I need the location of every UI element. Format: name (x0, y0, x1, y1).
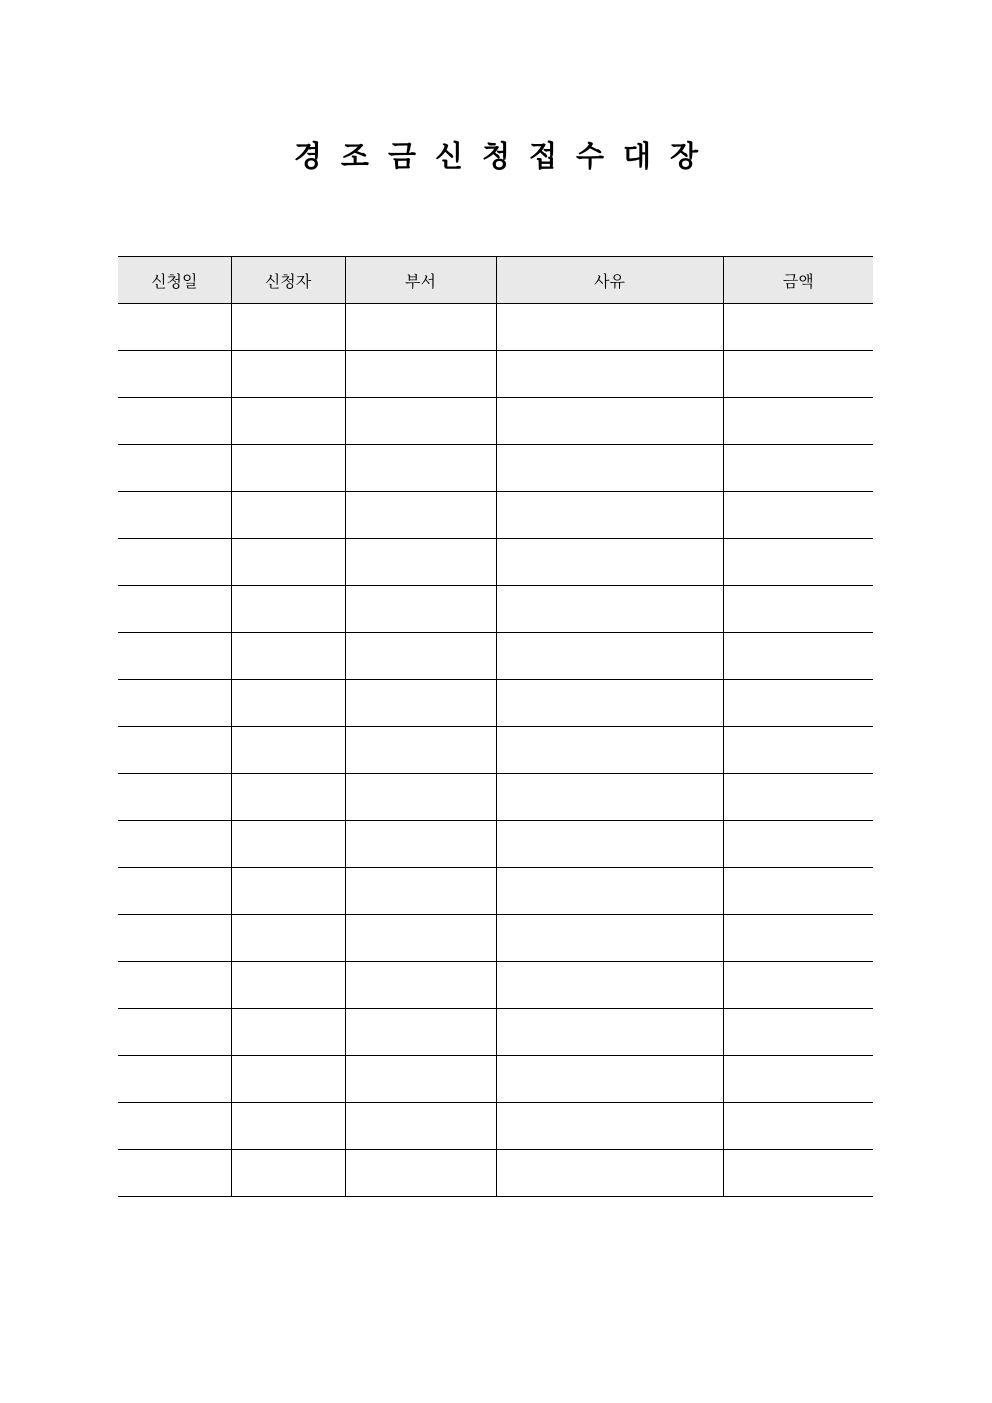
cell-application-date[interactable] (118, 1056, 231, 1103)
cell-amount[interactable] (723, 586, 873, 633)
cell-reason[interactable] (496, 633, 723, 680)
cell-application-date[interactable] (118, 821, 231, 868)
cell-reason[interactable] (496, 1056, 723, 1103)
cell-applicant[interactable] (231, 680, 345, 727)
cell-applicant[interactable] (231, 398, 345, 445)
cell-department[interactable] (345, 774, 496, 821)
cell-amount[interactable] (723, 727, 873, 774)
cell-reason[interactable] (496, 680, 723, 727)
table-row (118, 445, 873, 492)
cell-amount[interactable] (723, 962, 873, 1009)
cell-applicant[interactable] (231, 1056, 345, 1103)
cell-reason[interactable] (496, 962, 723, 1009)
cell-application-date[interactable] (118, 304, 231, 351)
cell-application-date[interactable] (118, 398, 231, 445)
cell-reason[interactable] (496, 868, 723, 915)
cell-application-date[interactable] (118, 351, 231, 398)
cell-applicant[interactable] (231, 633, 345, 680)
cell-amount[interactable] (723, 351, 873, 398)
cell-amount[interactable] (723, 1103, 873, 1150)
cell-amount[interactable] (723, 915, 873, 962)
cell-reason[interactable] (496, 304, 723, 351)
cell-application-date[interactable] (118, 539, 231, 586)
cell-applicant[interactable] (231, 304, 345, 351)
table-row (118, 633, 873, 680)
cell-reason[interactable] (496, 1009, 723, 1056)
cell-reason[interactable] (496, 1150, 723, 1197)
table-row (118, 351, 873, 398)
cell-application-date[interactable] (118, 633, 231, 680)
cell-department[interactable] (345, 398, 496, 445)
cell-application-date[interactable] (118, 1103, 231, 1150)
cell-department[interactable] (345, 962, 496, 1009)
cell-application-date[interactable] (118, 445, 231, 492)
cell-department[interactable] (345, 586, 496, 633)
cell-amount[interactable] (723, 680, 873, 727)
cell-reason[interactable] (496, 539, 723, 586)
cell-application-date[interactable] (118, 915, 231, 962)
cell-applicant[interactable] (231, 351, 345, 398)
cell-department[interactable] (345, 868, 496, 915)
table-row (118, 774, 873, 821)
cell-reason[interactable] (496, 1103, 723, 1150)
table-row (118, 398, 873, 445)
cell-department[interactable] (345, 680, 496, 727)
header-department: 부서 (345, 257, 496, 304)
cell-applicant[interactable] (231, 962, 345, 1009)
header-row (118, 257, 873, 304)
cell-amount[interactable] (723, 821, 873, 868)
cell-department[interactable] (345, 727, 496, 774)
cell-department[interactable] (345, 1103, 496, 1150)
cell-amount[interactable] (723, 1056, 873, 1103)
cell-application-date[interactable] (118, 1150, 231, 1197)
table-row (118, 539, 873, 586)
cell-reason[interactable] (496, 445, 723, 492)
cell-reason[interactable] (496, 492, 723, 539)
cell-department[interactable] (345, 1009, 496, 1056)
cell-application-date[interactable] (118, 586, 231, 633)
cell-applicant[interactable] (231, 727, 345, 774)
header-application-date: 신청일 (118, 257, 231, 304)
cell-amount[interactable] (723, 774, 873, 821)
table-row (118, 304, 873, 351)
cell-reason[interactable] (496, 821, 723, 868)
cell-reason[interactable] (496, 727, 723, 774)
cell-department[interactable] (345, 633, 496, 680)
table-row (118, 1103, 873, 1150)
table-row (118, 680, 873, 727)
cell-department[interactable] (345, 539, 496, 586)
table-row (118, 821, 873, 868)
cell-applicant[interactable] (231, 492, 345, 539)
table-body (118, 304, 873, 1197)
cell-reason[interactable] (496, 915, 723, 962)
cell-application-date[interactable] (118, 962, 231, 1009)
cell-department[interactable] (345, 1056, 496, 1103)
cell-applicant[interactable] (231, 1009, 345, 1056)
cell-applicant[interactable] (231, 445, 345, 492)
cell-department[interactable] (345, 1150, 496, 1197)
cell-reason[interactable] (496, 398, 723, 445)
table-row (118, 915, 873, 962)
cell-applicant[interactable] (231, 586, 345, 633)
cell-department[interactable] (345, 915, 496, 962)
ledger-table (118, 256, 873, 1197)
header-applicant: 신청자 (231, 257, 345, 304)
table-row (118, 727, 873, 774)
cell-amount[interactable] (723, 304, 873, 351)
cell-application-date[interactable] (118, 492, 231, 539)
cell-applicant[interactable] (231, 868, 345, 915)
cell-application-date[interactable] (118, 774, 231, 821)
cell-applicant[interactable] (231, 1103, 345, 1150)
cell-department[interactable] (345, 351, 496, 398)
cell-department[interactable] (345, 304, 496, 351)
cell-amount[interactable] (723, 868, 873, 915)
cell-application-date[interactable] (118, 868, 231, 915)
cell-amount[interactable] (723, 492, 873, 539)
cell-applicant[interactable] (231, 821, 345, 868)
cell-amount[interactable] (723, 1150, 873, 1197)
cell-amount[interactable] (723, 539, 873, 586)
cell-department[interactable] (345, 821, 496, 868)
table-row (118, 1009, 873, 1056)
cell-amount[interactable] (723, 445, 873, 492)
cell-amount[interactable] (723, 633, 873, 680)
cell-amount[interactable] (723, 1009, 873, 1056)
table-row (118, 492, 873, 539)
cell-amount[interactable] (723, 398, 873, 445)
table-row (118, 962, 873, 1009)
cell-department[interactable] (345, 492, 496, 539)
cell-applicant[interactable] (231, 539, 345, 586)
cell-application-date[interactable] (118, 727, 231, 774)
cell-reason[interactable] (496, 351, 723, 398)
cell-applicant[interactable] (231, 1150, 345, 1197)
header-amount: 금액 (723, 257, 873, 304)
table-row (118, 1056, 873, 1103)
cell-reason[interactable] (496, 774, 723, 821)
table-row (118, 868, 873, 915)
page-title: 경조금신청접수대장 (293, 139, 718, 173)
table-row (118, 586, 873, 633)
header-reason: 사유 (496, 257, 723, 304)
cell-application-date[interactable] (118, 680, 231, 727)
cell-reason[interactable] (496, 586, 723, 633)
cell-application-date[interactable] (118, 1009, 231, 1056)
cell-applicant[interactable] (231, 915, 345, 962)
cell-department[interactable] (345, 445, 496, 492)
table-row (118, 1150, 873, 1197)
cell-applicant[interactable] (231, 774, 345, 821)
